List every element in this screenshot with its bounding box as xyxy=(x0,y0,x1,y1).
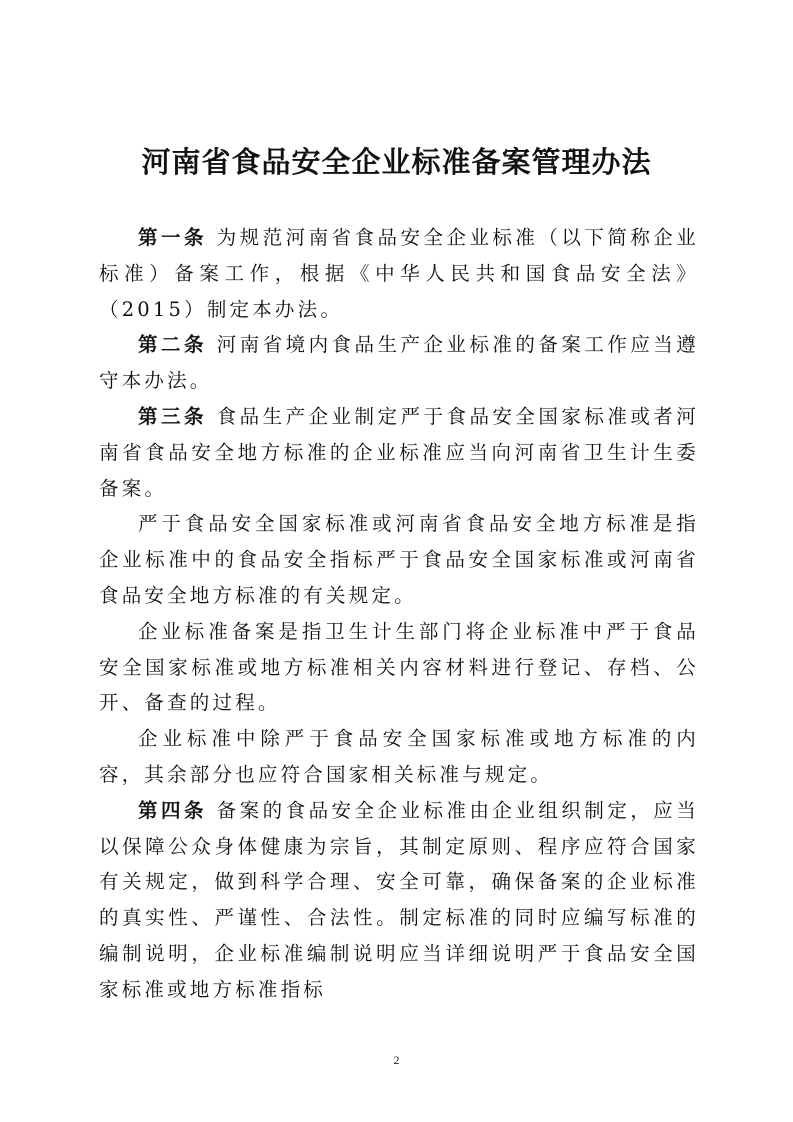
paragraph-article-1 xyxy=(99,220,699,327)
paragraph-article-3 xyxy=(99,399,699,506)
paragraph-text-block xyxy=(99,506,699,613)
article-heading: 第二条 xyxy=(138,333,207,357)
paragraph-text: 企业标准中除严于食品安全国家标准或地方标准的内容，其余部分也应符合国家相关标准与规定。 xyxy=(99,727,699,786)
paragraph-text: 严于食品安全国家标准或河南省食品安全地方标准是指企业标准中的食品安全指标严于食品安全国家标准或河南省食品安全地方标准的有关规定。 xyxy=(99,512,699,607)
article-heading: 第三条 xyxy=(138,404,207,428)
article-heading: 第一条 xyxy=(138,226,207,249)
paragraph-text: 为规范河南省食品安全企业标准（以下简称企业标准）备案工作，根据《中华人民共和国食品安全法》（2015）制定本办法。 xyxy=(99,226,699,321)
article-heading: 第四条 xyxy=(138,798,207,822)
paragraph-text: 备案的食品安全企业标准由企业组织制定，应当以保障公众身体健康为宗旨，其制定原则、程序应符合国家有关规定，做到科学合理、安全可靠，确保备案的企业标准的真实性、严谨性、合法性。制定标准的同时应编写标准的编制说明，企业标准编制说明应当详细说明严于食品安全国家标准或地方标准指标 xyxy=(99,798,699,1001)
paragraph-text-block xyxy=(99,721,699,793)
document-body xyxy=(99,220,699,1008)
paragraph-text: 企业标准备案是指卫生计生部门将企业标准中严于食品安全国家标准或地方标准相关内容材料进行登记、存档、公开、备查的过程。 xyxy=(99,619,699,715)
page-number: 2 xyxy=(393,1053,400,1067)
paragraph-article-4 xyxy=(99,793,699,1008)
paragraph-text: 河南省境内食品生产企业标准的备案工作应当遵守本办法。 xyxy=(99,333,699,393)
document-title: 河南省食品安全企业标准备案管理办法 xyxy=(141,145,652,179)
paragraph-text-block xyxy=(99,614,699,721)
paragraph-article-2 xyxy=(99,327,699,399)
paragraph-text: 食品生产企业制定严于食品安全国家标准或者河南省食品安全地方标准的企业标准应当向河南省卫生计生委备案。 xyxy=(99,404,699,500)
